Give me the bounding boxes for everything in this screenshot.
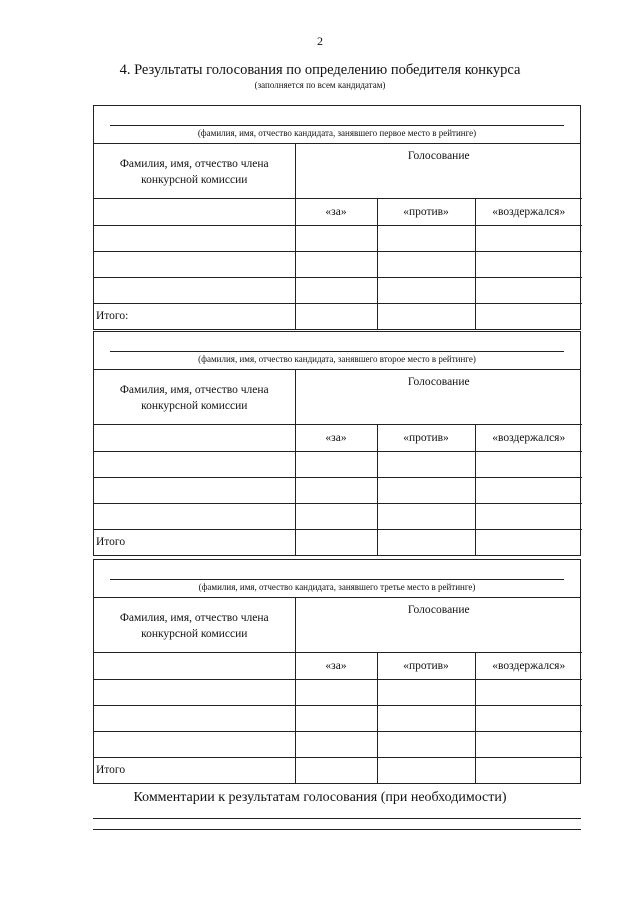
member-column-header: Фамилия, имя, отчество члена конкурсной комиссии (94, 598, 295, 652)
vote-abstain-cell[interactable] (475, 451, 582, 477)
total-against-cell[interactable] (377, 757, 475, 783)
table-row (94, 731, 582, 757)
candidate-name-field[interactable] (94, 560, 580, 598)
vote-against-cell[interactable] (377, 277, 475, 303)
vote-abstain-cell[interactable] (475, 503, 582, 529)
section-subtitle: (заполняется по всем кандидатам) (254, 80, 386, 90)
member-cell[interactable] (94, 705, 295, 731)
total-against-cell[interactable] (377, 303, 475, 329)
choice-for-header: «за» (295, 198, 377, 225)
vote-against-cell[interactable] (377, 451, 475, 477)
candidate-name-line (110, 579, 564, 580)
votes-table (94, 144, 582, 329)
total-label: Итого (94, 529, 295, 555)
table-header-row (94, 370, 582, 424)
vote-abstain-cell[interactable] (475, 277, 582, 303)
vote-against-cell[interactable] (377, 225, 475, 251)
member-cell[interactable] (94, 652, 295, 679)
total-label: Итого (94, 757, 295, 783)
member-cell[interactable] (94, 198, 295, 225)
choices-row (94, 198, 582, 225)
vote-against-cell[interactable] (377, 705, 475, 731)
table-row (94, 451, 582, 477)
table-header-row (94, 598, 582, 652)
total-row (94, 757, 582, 783)
member-cell[interactable] (94, 477, 295, 503)
vote-for-cell[interactable] (295, 251, 377, 277)
candidate-name-line (110, 351, 564, 352)
choice-for-header: «за» (295, 424, 377, 451)
table-header-row (94, 144, 582, 198)
vote-against-cell[interactable] (377, 477, 475, 503)
votes-table (94, 598, 582, 783)
vote-against-cell[interactable] (377, 679, 475, 705)
table-row (94, 251, 582, 277)
member-cell[interactable] (94, 731, 295, 757)
vote-for-cell[interactable] (295, 477, 377, 503)
vote-table-second-place (93, 331, 581, 556)
candidate-caption: (фамилия, имя, отчество кандидата, занявшего второе место в рейтинге) (198, 354, 476, 364)
member-column-header: Фамилия, имя, отчество члена конкурсной комиссии (94, 370, 295, 424)
member-cell[interactable] (94, 679, 295, 705)
choices-row (94, 652, 582, 679)
member-column-header: Фамилия, имя, отчество члена конкурсной комиссии (94, 144, 295, 198)
total-abstain-cell[interactable] (475, 303, 582, 329)
vote-for-cell[interactable] (295, 679, 377, 705)
vote-for-cell[interactable] (295, 731, 377, 757)
table-row (94, 225, 582, 251)
vote-for-cell[interactable] (295, 503, 377, 529)
comment-line[interactable] (93, 829, 581, 830)
voting-column-header: Голосование (295, 370, 582, 424)
candidate-name-line (110, 125, 564, 126)
vote-for-cell[interactable] (295, 225, 377, 251)
choice-abstain-header: «воздержался» (475, 652, 582, 679)
vote-against-cell[interactable] (377, 731, 475, 757)
section-title: 4. Результаты голосования по определению победителя конкурса (119, 62, 521, 78)
candidate-caption: (фамилия, имя, отчество кандидата, занявшего первое место в рейтинге) (197, 128, 477, 138)
choice-for-header: «за» (295, 652, 377, 679)
total-row (94, 303, 582, 329)
vote-against-cell[interactable] (377, 503, 475, 529)
table-row (94, 277, 582, 303)
vote-for-cell[interactable] (295, 451, 377, 477)
vote-against-cell[interactable] (377, 251, 475, 277)
member-cell[interactable] (94, 451, 295, 477)
total-for-cell[interactable] (295, 529, 377, 555)
total-abstain-cell[interactable] (475, 757, 582, 783)
candidate-name-field[interactable] (94, 106, 580, 144)
page-number: 2 (317, 34, 323, 48)
comment-line[interactable] (93, 818, 581, 819)
member-cell[interactable] (94, 503, 295, 529)
table-row (94, 705, 582, 731)
vote-abstain-cell[interactable] (475, 477, 582, 503)
total-against-cell[interactable] (377, 529, 475, 555)
table-row (94, 679, 582, 705)
choice-against-header: «против» (377, 198, 475, 225)
vote-abstain-cell[interactable] (475, 679, 582, 705)
vote-table-third-place (93, 559, 581, 784)
vote-abstain-cell[interactable] (475, 705, 582, 731)
vote-for-cell[interactable] (295, 705, 377, 731)
candidate-name-field[interactable] (94, 332, 580, 370)
total-for-cell[interactable] (295, 303, 377, 329)
vote-abstain-cell[interactable] (475, 731, 582, 757)
total-row (94, 529, 582, 555)
choice-against-header: «против» (377, 424, 475, 451)
vote-table-first-place (93, 105, 581, 330)
choices-row (94, 424, 582, 451)
vote-abstain-cell[interactable] (475, 225, 582, 251)
choice-abstain-header: «воздержался» (475, 198, 582, 225)
voting-column-header: Голосование (295, 144, 582, 198)
member-cell[interactable] (94, 424, 295, 451)
vote-for-cell[interactable] (295, 277, 377, 303)
comments-title: Комментарии к результатам голосования (при необходимости) (133, 790, 507, 805)
member-cell[interactable] (94, 277, 295, 303)
choice-abstain-header: «воздержался» (475, 424, 582, 451)
total-label: Итого: (94, 303, 295, 329)
member-cell[interactable] (94, 251, 295, 277)
candidate-caption: (фамилия, имя, отчество кандидата, занявшего третье место в рейтинге) (198, 582, 476, 592)
choice-against-header: «против» (377, 652, 475, 679)
table-row (94, 477, 582, 503)
total-for-cell[interactable] (295, 757, 377, 783)
votes-table (94, 370, 582, 555)
total-abstain-cell[interactable] (475, 529, 582, 555)
member-cell[interactable] (94, 225, 295, 251)
vote-abstain-cell[interactable] (475, 251, 582, 277)
voting-column-header: Голосование (295, 598, 582, 652)
table-row (94, 503, 582, 529)
